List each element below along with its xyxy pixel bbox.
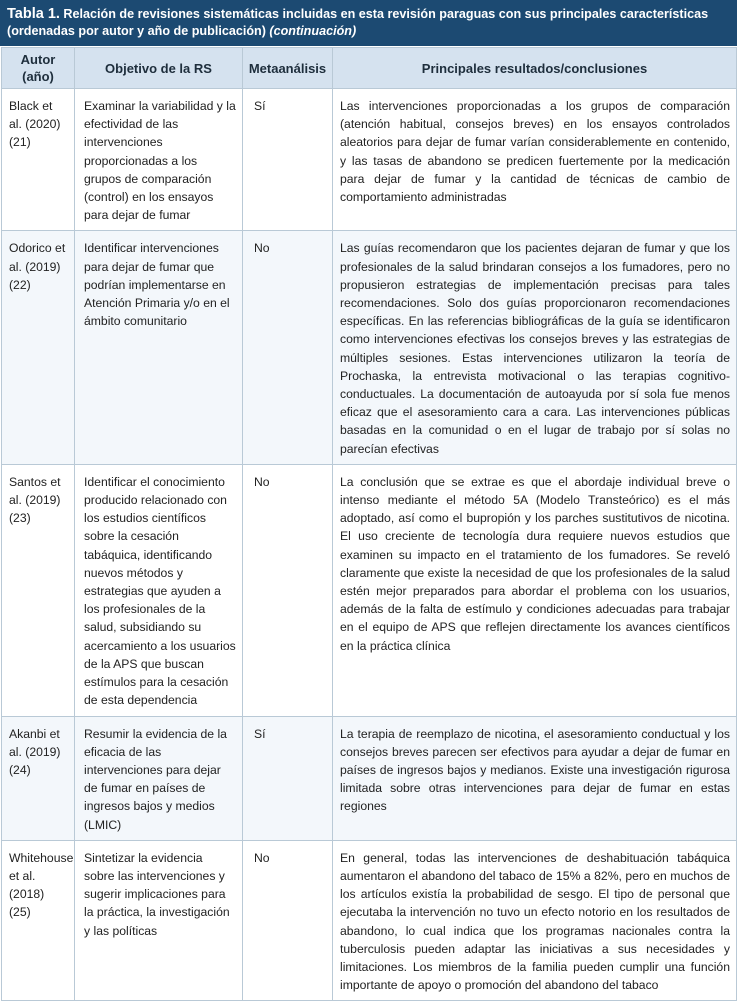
column-header-author: Autor (año) xyxy=(2,48,75,89)
cell-results: La conclusión que se extrae es que el abordaje individual breve o intenso mediante el método 5A (Modelo Transteórico) es el más adoptado, así como el bupropión y los parches sustitutivos de nicotina. El uso creciente de tecnología dura requiere nuevos estudios que examinen su impacto en el tratamiento de los fumadores. Se reveló claramente que existe la necesidad de que los profesionales de la salud estén mejor preparados para abordar el problema con los usuarios, además de la falta de estímulo y condiciones adecuadas para trabajar en el equipo de APS que reflejen directamente los avances científicos en la práctica clínica xyxy=(333,464,737,716)
column-header-meta: Metaanálisis xyxy=(243,48,333,89)
column-header-results: Principales resultados/conclusiones xyxy=(333,48,737,89)
table-label: Tabla 1. xyxy=(7,6,60,22)
reviews-table xyxy=(1,47,737,1001)
cell-results: Las intervenciones proporcionadas a los grupos de comparación (atención habitual, consejos breves) en los ensayos controlados aleatorios para dejar de fumar varían considerablemente en contenido, y las tasas de abandono se predicen fuertemente por la medicación para dejar de fumar y la cantidad de técnicas de cambio de comportamiento administradas xyxy=(333,89,737,231)
table-row xyxy=(2,231,737,464)
table-row xyxy=(2,464,737,716)
cell-author: Black et al. (2020) (21) xyxy=(2,89,75,231)
cell-objective: Identificar el conocimiento producido relacionado con los estudios científicos sobre la cesación tabáquica, identificando nuevos métodos y estrategias que ayuden a los profesionales de la salud, subsidiando su acercamiento a los usuarios de la APS que buscan estímulos para la cesación de esta dependencia xyxy=(75,464,243,716)
table-row xyxy=(2,89,737,231)
cell-meta: No xyxy=(243,231,333,464)
cell-objective: Resumir la evidencia de la eficacia de las intervenciones para dejar de fumar en países de ingresos bajos y medios (LMIC) xyxy=(75,716,243,840)
table-header-row xyxy=(2,48,737,89)
cell-objective: Identificar intervenciones para dejar de fumar que podrían implementarse en Atención Primaria y/o en el ámbito comunitario xyxy=(75,231,243,464)
cell-meta: No xyxy=(243,464,333,716)
table-title: Relación de revisiones sistemáticas incluidas en esta revisión paraguas con sus principales características (ordenadas por autor y año de publicación) xyxy=(7,7,709,38)
table-continuation: (continuación) xyxy=(269,23,357,38)
cell-objective: Examinar la variabilidad y la efectividad de las intervenciones proporcionadas a los grupos de comparación (control) en los ensayos para dejar de fumar xyxy=(75,89,243,231)
cell-objective: Sintetizar la evidencia sobre las intervenciones y sugerir implicaciones para la práctica, la investigación y las políticas xyxy=(75,840,243,1001)
column-header-objective: Objetivo de la RS xyxy=(75,48,243,89)
cell-meta: No xyxy=(243,840,333,1001)
cell-results: La terapia de reemplazo de nicotina, el asesoramiento conductual y los consejos breves parecen ser efectivos para ayudar a dejar de fumar en países de ingresos bajos y medianos. Existe una investigación rigurosa limitada sobre otras intervenciones para dejar de fumar en estas regiones xyxy=(333,716,737,840)
cell-meta: Sí xyxy=(243,89,333,231)
cell-author: Santos et al. (2019) (23) xyxy=(2,464,75,716)
cell-results: Las guías recomendaron que los pacientes dejaran de fumar y que los profesionales de la salud brindaran consejos a los fumadores, pero no propusieron estrategias de implementación precisas para tales recomendaciones. Solo dos guías proporcionaron recomendaciones específicas. En las referencias bibliográficas de la guía se identificaron como intervenciones efectivas los consejos breves y las estrategias de múltiples sesiones. Estas intervenciones utilizaron la teoría de Prochaska, la entrevista motivacional o las terapias cognitivo-conductuales. La documentación de autoayuda por sí sola fue menos eficaz que el asesoramiento cara a cara. Las intervenciones públicas basadas en la comunidad o en el lugar de trabajo por sí solas no parecían efectivas xyxy=(333,231,737,464)
table-caption xyxy=(0,0,737,46)
cell-author: Akanbi et al. (2019) (24) xyxy=(2,716,75,840)
cell-results: En general, todas las intervenciones de deshabituación tabáquica aumentaron el abandono del tabaco de 15% a 82%, pero en muchos de los artículos existía la probabilidad de sesgo. El tipo de personal que ejecutaba la intervención no tuvo un efecto notorio en los resultados de abandono, lo cual indica que los programas nacionales contra la tuberculosis pueden adaptar las iniciativas a sus necesidades y limitaciones. Los miembros de la familia pueden cumplir una función importante de apoyo o promoción del abandono del tabaco xyxy=(333,840,737,1001)
cell-meta: Sí xyxy=(243,716,333,840)
table-row xyxy=(2,840,737,1001)
table-row xyxy=(2,716,737,840)
cell-author: Whitehouse et al. (2018) (25) xyxy=(2,840,75,1001)
cell-author: Odorico et al. (2019) (22) xyxy=(2,231,75,464)
